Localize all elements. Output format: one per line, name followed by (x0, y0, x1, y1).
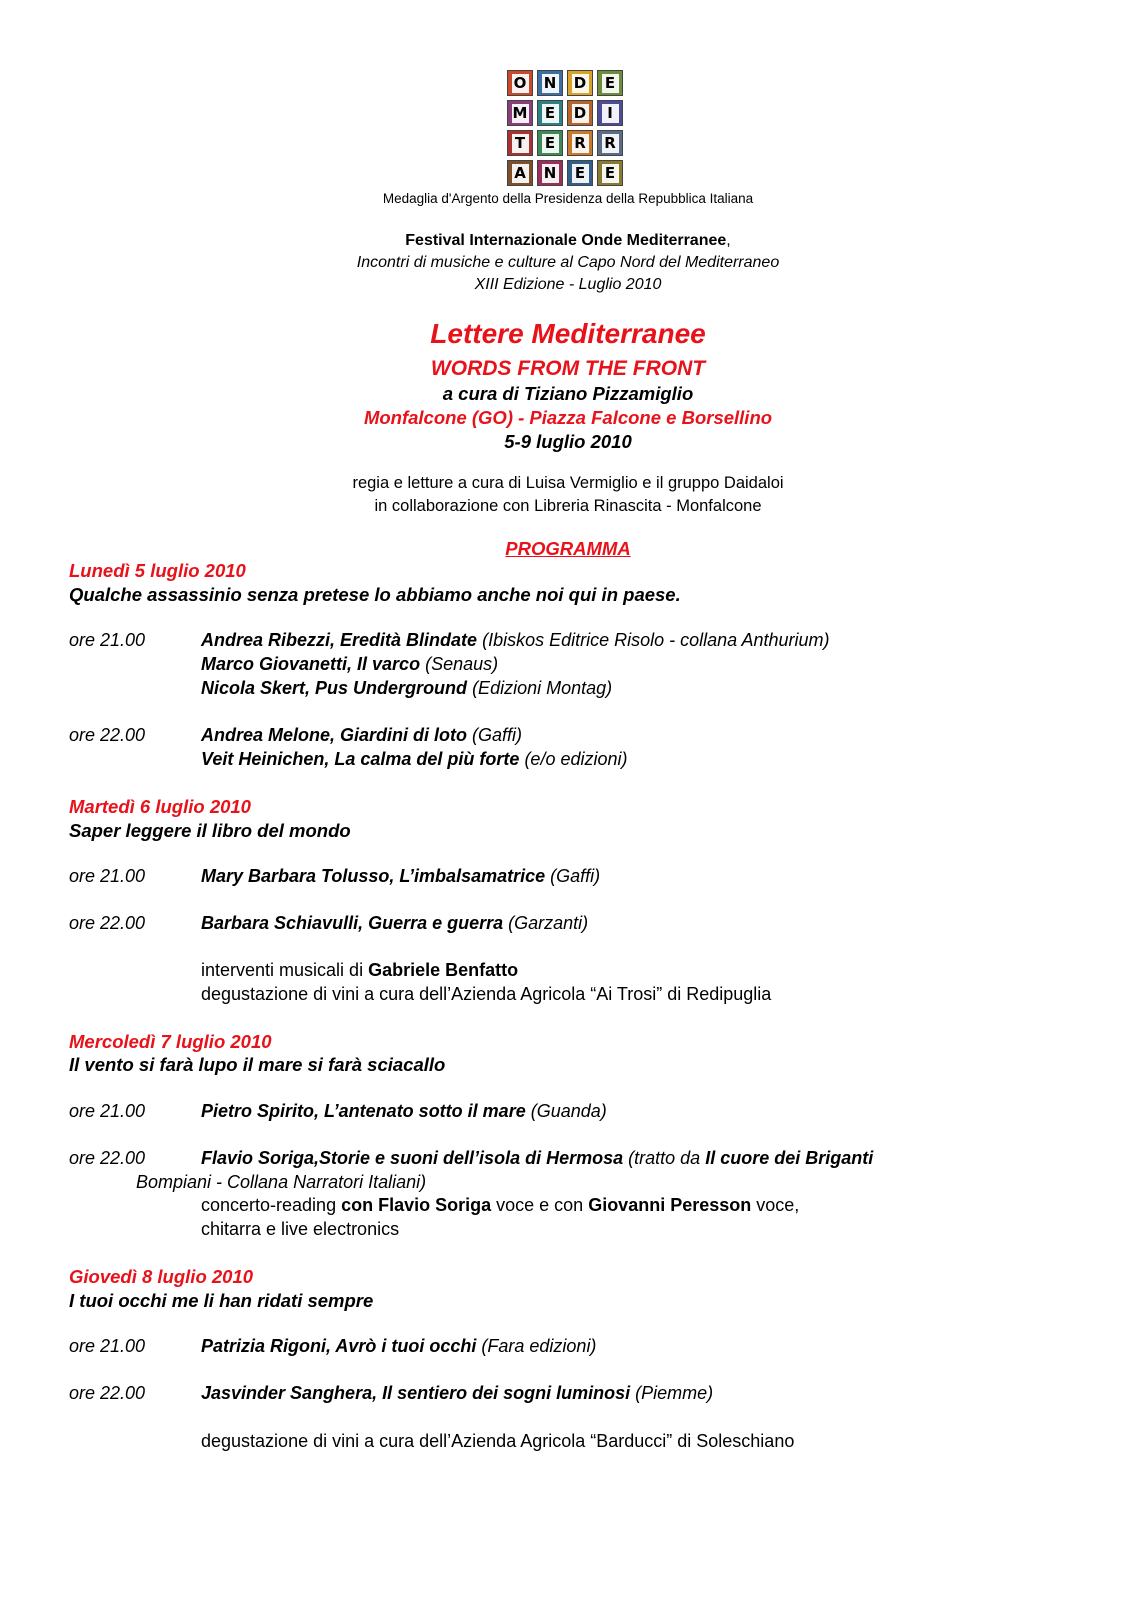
logo-letter: D (572, 74, 589, 93)
music-note: interventi musicali di Gabriele Benfatto (201, 960, 519, 980)
logo-tile (537, 100, 563, 126)
time-slot: ore 22.00 (69, 1148, 146, 1168)
day-theme: I tuoi occhi me li han ridati sempre (69, 1290, 374, 1311)
logo-letter: T (512, 134, 529, 153)
logo-letter: E (542, 104, 559, 123)
logo-tile (537, 160, 563, 186)
event-entry: Marco Giovanetti, Il varco (Senaus) (201, 654, 499, 674)
logo-tile (567, 70, 593, 96)
logo-tile (597, 130, 623, 156)
day-theme: Il vento si farà lupo il mare si farà sciacallo (69, 1054, 446, 1075)
day-heading: Mercoledì 7 luglio 2010 (69, 1031, 272, 1052)
time-slot: ore 21.00 (69, 1336, 146, 1356)
logo-letter: E (572, 164, 589, 183)
logo-tile (507, 70, 533, 96)
medal-line: Medaglia d'Argento della Presidenza della Repubblica Italiana (382, 191, 754, 206)
time-slot: ore 21.00 (69, 630, 146, 650)
logo-tile (597, 100, 623, 126)
logo-tile (567, 100, 593, 126)
day-theme: Saper leggere il libro del mondo (69, 820, 351, 841)
logo-tile (597, 70, 623, 96)
event-entry: Veit Heinichen, La calma del più forte (e/o edizioni) (201, 749, 628, 769)
concert-note-continuation: chitarra e live electronics (201, 1219, 400, 1239)
event-entry: Barbara Schiavulli, Guerra e guerra (Garzanti) (201, 913, 589, 933)
event-entry: Pietro Spirito, L’antenato sotto il mare (Guanda) (201, 1101, 607, 1121)
day-heading: Giovedì 8 luglio 2010 (69, 1266, 254, 1287)
event-entry: Andrea Melone, Giardini di loto (Gaffi) (201, 725, 523, 745)
logo-tile (507, 160, 533, 186)
dates-line: 5-9 luglio 2010 (504, 431, 632, 452)
logo-letter: R (602, 134, 619, 153)
logo-letter: E (542, 134, 559, 153)
day-heading: Martedì 6 luglio 2010 (69, 796, 251, 817)
logo-letter: I (602, 104, 619, 123)
wine-tasting-note: degustazione di vini a cura dell’Azienda Agricola “Ai Trosi” di Redipuglia (201, 984, 772, 1004)
time-slot: ore 22.00 (69, 1383, 146, 1403)
event-entry: Andrea Ribezzi, Eredità Blindate (Ibiskos Editrice Risolo - collana Anthurium) (201, 630, 830, 650)
logo-letter: N (542, 164, 559, 183)
time-slot: ore 22.00 (69, 725, 146, 745)
logo-letter: R (572, 134, 589, 153)
event-entry: Jasvinder Sanghera, Il sentiero dei sogni luminosi (Piemme) (201, 1383, 714, 1403)
time-slot: ore 21.00 (69, 866, 146, 886)
event-entry-continuation: Bompiani - Collana Narratori Italiani) (136, 1172, 427, 1192)
logo-tile (567, 160, 593, 186)
event-entry: Patrizia Rigoni, Avrò i tuoi occhi (Fara edizioni) (201, 1336, 597, 1356)
time-slot: ore 22.00 (69, 913, 146, 933)
collaboration-line: in collaborazione con Libreria Rinascita - Monfalcone (374, 497, 762, 515)
main-title: Lettere Mediterranee (430, 318, 706, 349)
venue-line: Monfalcone (GO) - Piazza Falcone e Borsellino (363, 407, 773, 428)
festival-logo (507, 70, 623, 186)
logo-letter: E (602, 164, 619, 183)
festival-edition: XIII Edizione - Luglio 2010 (474, 276, 662, 293)
festival-title: Festival Internazionale Onde Mediterranee, (405, 232, 731, 249)
programme-heading: PROGRAMMA (505, 538, 631, 559)
curator-line: a cura di Tiziano Pizzamiglio (442, 383, 694, 404)
day-theme: Qualche assassinio senza pretese lo abbiamo anche noi qui in paese. (69, 584, 681, 605)
logo-letter: M (512, 103, 528, 122)
logo-tile (537, 70, 563, 96)
time-slot: ore 21.00 (69, 1101, 146, 1121)
main-subtitle: WORDS FROM THE FRONT (430, 357, 706, 380)
logo-letter: N (542, 74, 559, 93)
logo-tile (567, 130, 593, 156)
logo-tile (507, 130, 533, 156)
day-heading: Lunedì 5 luglio 2010 (69, 560, 246, 581)
direction-line: regia e letture a cura di Luisa Vermiglio e il gruppo Daidaloi (352, 474, 784, 492)
logo-tile (597, 160, 623, 186)
logo-letter: E (602, 74, 619, 93)
logo-letter: A (512, 164, 529, 183)
event-entry: Mary Barbara Tolusso, L’imbalsamatrice (Gaffi) (201, 866, 601, 886)
wine-tasting-note: degustazione di vini a cura dell’Azienda Agricola “Barducci” di Soleschiano (201, 1431, 795, 1451)
event-entry: Flavio Soriga,Storie e suoni dell’isola di Hermosa (tratto da Il cuore dei Briganti (201, 1148, 874, 1168)
concert-note: concerto-reading con Flavio Soriga voce e con Giovanni Peresson voce, (201, 1195, 800, 1215)
logo-letter: D (572, 104, 589, 123)
event-entry: Nicola Skert, Pus Underground (Edizioni Montag) (201, 678, 613, 698)
logo-letter: O (512, 74, 529, 93)
logo-tile (507, 100, 533, 126)
festival-subtitle: Incontri di musiche e culture al Capo Nord del Mediterraneo (356, 254, 780, 271)
logo-tile (537, 130, 563, 156)
